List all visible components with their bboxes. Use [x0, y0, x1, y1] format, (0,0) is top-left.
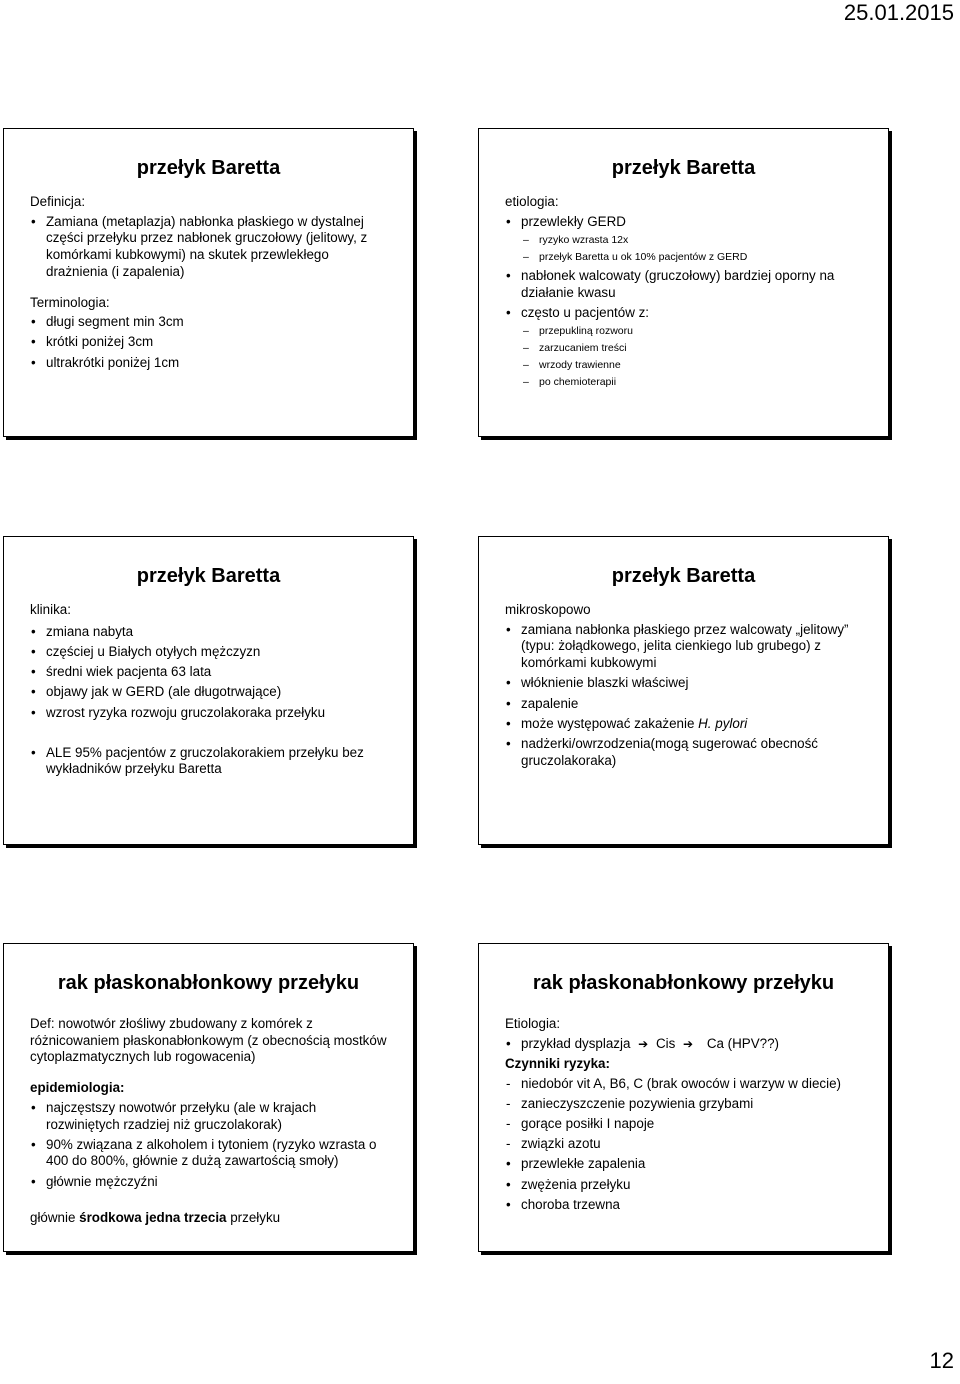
- risk-factor-item: • choroba trzewna: [505, 1197, 862, 1214]
- etiology-subitem: – po chemioterapii: [505, 376, 862, 389]
- dysplasia-step-3: Ca (HPV??): [706, 1035, 780, 1051]
- arrow-right-icon: ➔: [683, 1036, 694, 1051]
- clinical-item: • częściej u Białych otyłych mężczyzn: [30, 644, 387, 661]
- clinical-note: • ALE 95% pacjentów z gruczolakorakiem przełyku bez wykładników przełyku Baretta: [30, 745, 387, 778]
- microscopy-item: • zamiana nabłonka płaskiego przez walcowaty „jelitowy” (typu: żołądkowego, jelita cienkiego lub grubego) z komórkami kubkowymi: [505, 622, 862, 672]
- location-bold: środkowa jedna trzecia: [79, 1210, 227, 1226]
- clinical-item: • objawy jak w GERD (ale długotrwające): [30, 684, 387, 701]
- definicja-label: Definicja:: [30, 194, 86, 209]
- clinical-item: • zmiana nabyta: [30, 624, 387, 641]
- slide-squamous-definition: [3, 943, 414, 1252]
- epidemiology-label: epidemiologia:: [30, 1080, 125, 1096]
- arrow-right-icon: ➔: [638, 1036, 649, 1051]
- slide-barrett-definition: [3, 128, 414, 437]
- klinika-label: klinika:: [30, 602, 71, 617]
- etiology-item: • przewlekły GERD: [505, 214, 862, 231]
- microscopy-item: • nadżerki/owrzodzenia(mogą sugerować obecność gruczolakoraka): [505, 736, 862, 769]
- epidemiology-item: • najczęstszy nowotwór przełyku (ale w krajach rozwiniętych rzadziej niż gruczolakorak): [30, 1100, 387, 1133]
- risk-factor-item: - gorące posiłki I napoje: [505, 1116, 862, 1133]
- slide-barrett-clinical: [3, 536, 414, 845]
- slide-title: przełyk Baretta: [136, 565, 281, 587]
- hpylori-name: H. pylori: [698, 715, 748, 731]
- definition-text: Def: nowotwór złośliwy zbudowany z komórek z różnicowaniem płaskonabłonkowym (z obecnością mostków cytoplazmatycznych lub rogowacenia): [30, 1016, 387, 1065]
- terminologia-item: • krótki poniżej 3cm: [30, 334, 387, 351]
- etiology-item: • nabłonek walcowaty (gruczołowy) bardziej oporny na działanie kwasu: [505, 268, 862, 301]
- etiology-subitem: – ryzyko wzrasta 12x: [505, 234, 862, 247]
- etiology-subitem: – przepukliną rozworu: [505, 325, 862, 338]
- slide-squamous-etiology: [478, 943, 889, 1252]
- terminologia-label: Terminologia:: [30, 294, 110, 310]
- dysplasia-step-1: przykład dysplazja: [521, 1035, 631, 1051]
- slide-title: przełyk Baretta: [136, 157, 281, 179]
- epidemiology-item: • 90% związana z alkoholem i tytoniem (ryzyko wzrasta o 400 do 800%, głównie z dużą zawartością smoły): [30, 1137, 387, 1170]
- clinical-item: • średni wiek pacjenta 63 lata: [30, 664, 387, 681]
- page-date: 25.01.2015: [843, 0, 954, 25]
- risk-factor-item: - niedobór vit A, B6, C (brak owoców i warzyw w diecie): [505, 1076, 862, 1093]
- slide-title: przełyk Baretta: [611, 565, 756, 587]
- risk-factor-item: • zwężenia przełyku: [505, 1177, 862, 1194]
- risk-factors-label: Czynniki ryzyka:: [505, 1055, 610, 1071]
- risk-factor-item: - związki azotu: [505, 1136, 862, 1153]
- risk-factor-item: - zanieczyszczenie pozywienia grzybami: [505, 1096, 862, 1113]
- etiologia-label: Etiologia:: [505, 1016, 561, 1031]
- location-text: [30, 1210, 387, 1227]
- slide-title: rak płaskonabłonkowy przełyku: [532, 972, 835, 994]
- hpylori-prefix: może występować zakażenie: [521, 715, 699, 731]
- microscopy-item: • zapalenie: [505, 696, 862, 713]
- location-suffix: przełyku: [226, 1210, 281, 1226]
- etiology-item: • często u pacjentów z:: [505, 305, 862, 322]
- slide-title: przełyk Baretta: [611, 157, 756, 179]
- etiology-subitem: – przełyk Baretta u ok 10% pacjentów z GERD: [505, 251, 862, 264]
- clinical-item: • wzrost ryzyka rozwoju gruczolakoraka przełyku: [30, 705, 387, 722]
- slide-barrett-microscopy: [478, 536, 889, 845]
- location-prefix: głównie: [30, 1210, 80, 1226]
- epidemiology-item: • głównie mężczyźni: [30, 1174, 387, 1191]
- dysplasia-step-2: Cis: [655, 1035, 676, 1051]
- risk-factor-item: • przewlekłe zapalenia: [505, 1156, 862, 1173]
- dysplasia-sequence: [505, 1036, 862, 1053]
- microscopy-item-hpylori: [505, 716, 862, 733]
- terminologia-item: • ultrakrótki poniżej 1cm: [30, 355, 387, 372]
- etiology-subitem: – zarzucaniem treści: [505, 342, 862, 355]
- etiology-subitem: – wrzody trawienne: [505, 359, 862, 372]
- terminologia-item: • długi segment min 3cm: [30, 314, 387, 331]
- slide-title: rak płaskonabłonkowy przełyku: [57, 972, 360, 994]
- definicja-item: • Zamiana (metaplazja) nabłonka płaskiego w dystalnej części przełyku przez nabłonek gruczołowy (jelitowy, z komórkami kubkowymi) na skutek przewlekłego drażnienia (i zapalenia): [30, 214, 387, 281]
- slide-barrett-etiology: [478, 128, 889, 437]
- mikroskopowo-label: mikroskopowo: [505, 602, 591, 617]
- page-number: 12: [929, 1348, 954, 1373]
- etiologia-label: etiologia:: [505, 194, 559, 209]
- microscopy-item: • włóknienie blaszki właściwej: [505, 675, 862, 692]
